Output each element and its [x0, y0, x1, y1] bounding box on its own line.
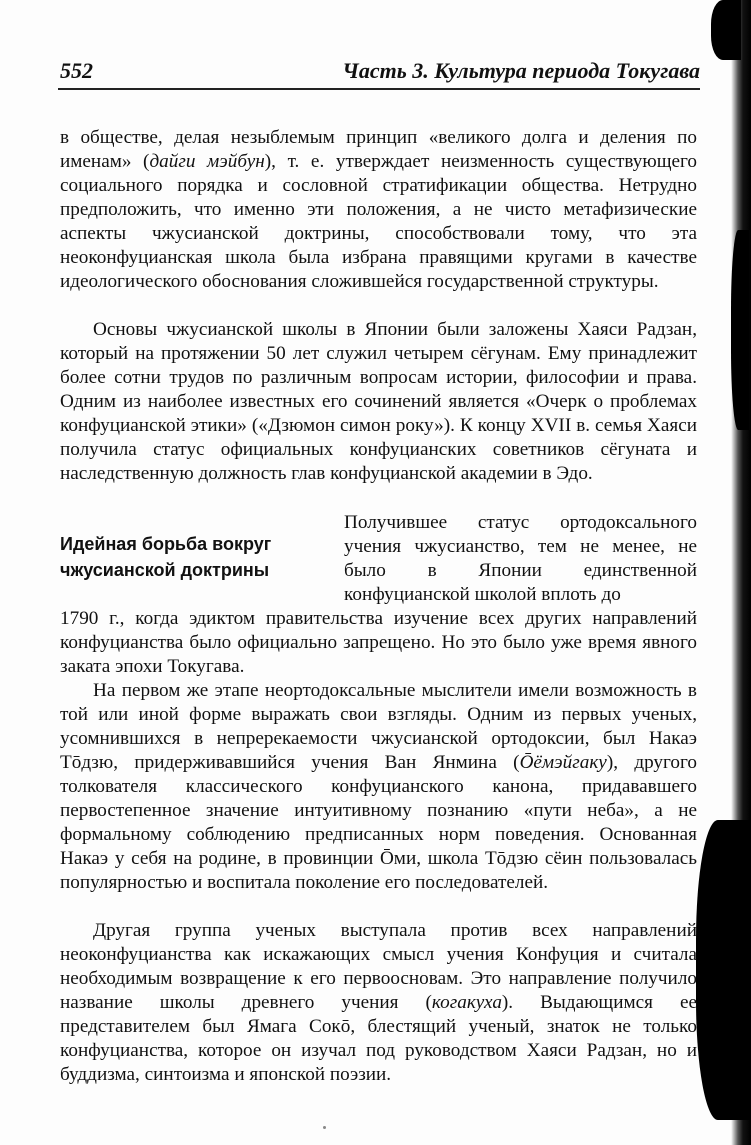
- running-header: [60, 58, 700, 84]
- paragraph-1-text-a: в обществе, делая незыблемым принцип «великого долга и деления по именам» (: [60, 127, 697, 172]
- paragraph-4-term: Ōёмэйгаку: [519, 752, 607, 773]
- paragraph-1-text-b: ), т. е. утверждает неизменность существующего социального порядка и сословной стратификации общества. Нетрудно предположить, что именно эти положения, а не чисто метафизические аспекты чжусианской доктрины, способствовали тому, что эта неоконфуцианская школа была избрана правящими кругами в качестве идеологического обоснования сложившейся государственной структуры.: [60, 151, 697, 292]
- scan-speck: [323, 1126, 326, 1129]
- scan-shadow-3: [696, 820, 751, 1120]
- paragraph-2: Основы чжусианской школы в Японии были заложены Хаяси Радзан, который на протяжении 50 лет служил четырем сёгунам. Ему принадлежит более сотни трудов по различным вопросам истории, философии и права. Одним из наиболее известных его сочинений является «Очерк о проблемах конфуцианской этики» («Дзюмон симон року»). К концу XVII в. семья Хаяси получила статус официальных конфуцианских советников сёгуната и наследственную должность глав конфуцианской академии в Эдо.: [60, 319, 697, 484]
- header-rule: [58, 88, 700, 90]
- paragraph-5-term: когакуха: [431, 992, 502, 1013]
- running-title: Часть 3. Культура периода Токугава: [342, 58, 700, 83]
- paragraph-3-beside-heading: Получившее статус ортодоксального учения чжусианство, тем не менее, не было в Японии единственной конфуцианской школой вплоть до: [344, 512, 697, 605]
- paragraph-4-text-b: ), другого толкователя классического конфуцианского канона, придававшего первостепенное значение интуитивному познанию «пути неба», а не формальному соблюдению предписанных норм поведения. Основанная Накаэ у себя на родине, в провинции Ōми, школа Тōдзю сёин пользовалась популярностью и воспитала поколение его последователей.: [60, 752, 697, 893]
- paragraph-5-text-a: Другая группа ученых выступала против всех направлений неоконфуцианства как искажающих смысл учения Конфуция и считала необходимым возвращение к его первоосновам. Это направление получило название школы древнего учения (: [60, 920, 697, 1013]
- paragraph-1-term: дайги мэйбун: [149, 151, 265, 172]
- scan-shadow-2: [731, 230, 749, 430]
- page-number: 552: [60, 58, 93, 83]
- paragraph-4: [60, 679, 697, 895]
- section-heading: Идейная борьба вокруг чжусианской доктрины: [60, 534, 272, 580]
- paragraph-4-text-a: На первом же этапе неортодоксальные мыслители имели возможность в той или иной форме выражать свои взгляды. Одним из первых ученых, усомнившихся в непререкаемости чжусианской ортодоксии, был Накаэ Тōдзю, придерживавшийся учения Ван Янмина (: [60, 680, 697, 773]
- scan-shadow-1: [711, 0, 741, 60]
- paragraph-3-continued: 1790 г., когда эдиктом правительства изучение всех других направлений конфуцианства было официально запрещено. Но это было уже время явного заката эпохи Токугава.: [60, 608, 697, 677]
- paragraph-5-text-b: ). Выдающимся ее представителем был Ямага Сокō, блестящий ученый, знаток не только конфуцианства, которое он изучал под руководством Хаяси Радзан, но и буддизма, синтоизма и японской поэзии.: [60, 992, 697, 1085]
- paragraph-1: [60, 126, 697, 294]
- paragraph-5: [60, 919, 697, 1087]
